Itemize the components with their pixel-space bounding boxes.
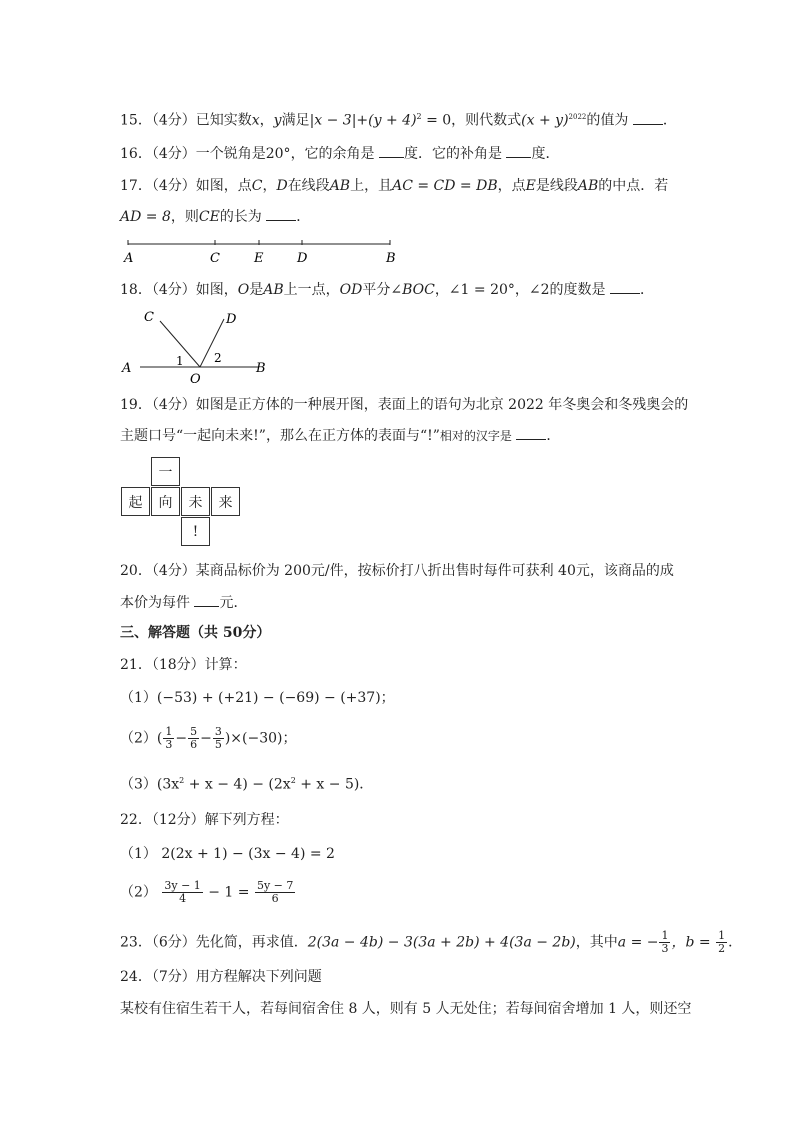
- answer-blank[interactable]: [506, 145, 531, 158]
- label-c: C: [144, 310, 154, 325]
- question-20-line1: 20．（4分）某商品标价为 200元/件，按标价打八折出售时每件可获利 40元，该商品的成: [120, 563, 674, 579]
- answer-blank[interactable]: [610, 281, 640, 294]
- question-22-part1: （1） 2(2x + 1) − (3x − 4) = 2: [120, 846, 335, 862]
- fraction: $\frac{5}{6}$: [190, 725, 198, 751]
- answer-blank[interactable]: [516, 427, 546, 440]
- cube-cell-left: 起: [121, 487, 150, 516]
- question-20-line2: 本价为每件 元．: [120, 595, 248, 611]
- question-17-line1: 17．（4分）如图，点C，D在线段AB上，且AC = CD = DB，点E是线段AB的中点．若: [120, 178, 669, 194]
- section-heading: 三、解答题（共 50分）: [120, 625, 271, 641]
- question-19-line2: 主题口号“一起向未来!”，那么在正方体的表面与“!”相对的汉字是 ．: [120, 428, 561, 444]
- question-24-text: 某校有住宿生若干人，若每间宿舍住 8 人，则有 5 人无处住；若每间宿舍增加 1 人，则还空: [120, 1001, 692, 1017]
- cube-cell-1: 向: [151, 487, 180, 516]
- question-23: 23．（6分）先化简，再求值．2(3a − 4b) − 3(3a + 2b) + 4(3a − 2b)，其中a = − $\frac{1}{3}$ ，b = $\frac{1}{2}$ ．: [120, 929, 743, 955]
- answer-blank[interactable]: [266, 208, 296, 221]
- label-angle-2: 2: [214, 351, 222, 365]
- label-o: O: [190, 372, 201, 387]
- label-d: D: [226, 312, 237, 327]
- question-22-title: 22．（12分）解下列方程：: [120, 812, 289, 828]
- question-17-line2: AD = 8，则CE的长为 ．: [120, 209, 311, 225]
- cube-cell-2: 未: [181, 487, 210, 516]
- label-b: B: [386, 251, 396, 266]
- fraction: $\frac{1}{3}$: [165, 725, 173, 751]
- fraction: $\frac{1}{3}$: [661, 929, 669, 955]
- segment-figure: [118, 236, 400, 266]
- fraction: $\frac{5y - 7}{6}$: [256, 879, 294, 905]
- question-18: 18．（4分）如图，O是AB上一点，OD平分∠BOC，∠1 = 20°，∠2的度数是 ．: [120, 282, 654, 298]
- question-21-title: 21．（18分）计算：: [120, 657, 247, 673]
- label-c: C: [210, 251, 220, 266]
- question-24-title: 24．（7分）用方程解决下列问题: [120, 969, 322, 985]
- question-16: 16．（4分）一个锐角是20°，它的余角是 度．它的补角是 度．: [120, 146, 560, 162]
- question-21-part3: $(3)(3x^2 + x - 4) - (2x^2 + x - 5)$．: [120, 776, 374, 793]
- question-21-part1: （1）(−53) + (+21) − (−69) − (+37)；: [120, 690, 395, 706]
- answer-blank[interactable]: [194, 594, 219, 607]
- cube-cell-bottom: !: [181, 517, 210, 546]
- question-21-part2: （2）( $\frac{1}{3}$ − $\frac{5}{6}$ − $\frac{3}{5}$ )×(−30)；: [120, 725, 297, 751]
- question-19-line1: 19．（4分）如图是正方体的一种展开图，表面上的语句为北京 2022 年冬奥会和冬残奥会的: [120, 397, 689, 413]
- label-b: B: [256, 361, 266, 376]
- label-a: A: [122, 361, 132, 376]
- label-a: A: [124, 251, 134, 266]
- angle-figure: [118, 305, 278, 387]
- answer-blank[interactable]: [633, 112, 663, 125]
- cube-cell-3: 来: [211, 487, 240, 516]
- question-15: 15．（4分）已知实数x，y满足$|x - 3|+(y + 4)^2 = 0$，则代数式$(x + y)^{2022}$的值为 ．: [120, 112, 677, 129]
- label-angle-1: 1: [176, 354, 184, 368]
- cube-cell-top: 一: [151, 457, 180, 486]
- answer-blank[interactable]: [379, 145, 404, 158]
- question-22-part2: （2） $\frac{3y - 1}{4}$ − 1 = $\frac{5y - 7}{6}$: [120, 879, 294, 905]
- label-d: D: [297, 251, 308, 266]
- label-e: E: [254, 251, 264, 266]
- fraction: $\frac{1}{2}$: [718, 929, 726, 955]
- fraction: $\frac{3y - 1}{4}$: [164, 879, 201, 905]
- fraction: $\frac{3}{5}$: [214, 725, 222, 751]
